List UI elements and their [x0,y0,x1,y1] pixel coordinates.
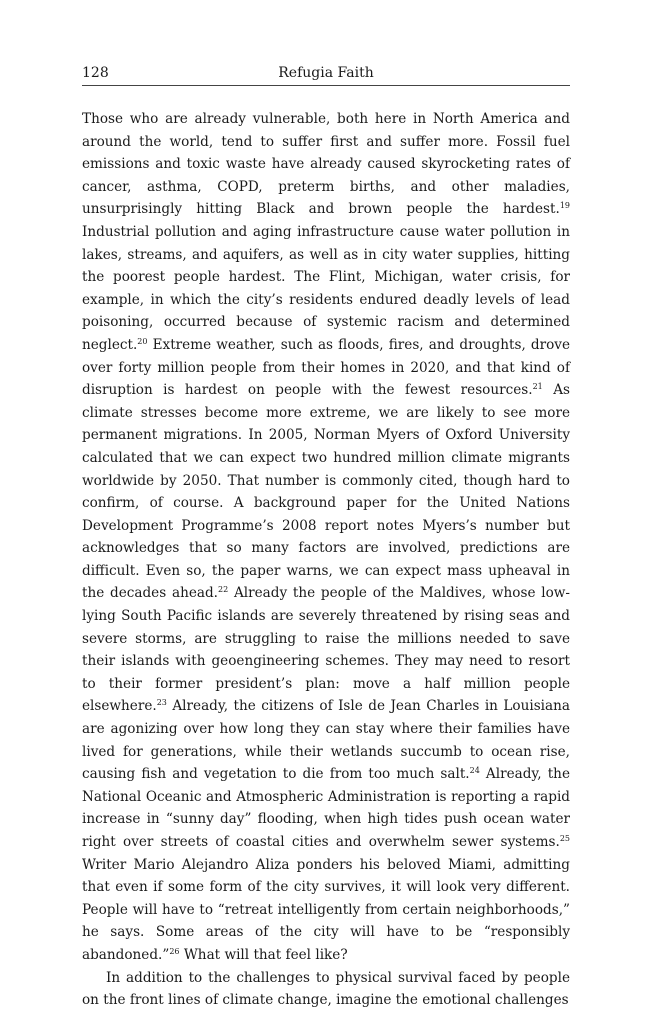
footnote-marker[interactable]: 22 [218,585,229,595]
footnote-marker[interactable]: 20 [137,336,148,346]
paragraph-1 [82,108,570,967]
text-run: Already, the National Oceanic and Atmospheric Administration is reporting a rapid increase in “sunny day” flooding, when high tides push ocean water right over streets of coastal cities and overwhelm sewer systems. [82,766,570,850]
text-run: Already the people of the Maldives, whose low-lying South Pacific islands are severely threatened by rising seas and severe storms, are struggling to raise the millions needed to save their islands with geoengineering schemes. They may need to resort to their former president’s plan: move a half million people elsewhere. [82,585,571,715]
footnote-marker[interactable]: 21 [532,382,543,392]
paragraph-2 [82,967,570,1012]
text-run: Already, the citizens of Isle de Jean Charles in Louisiana are agonizing over how long they can stay where their families have lived for generations, while their wetlands succumb to ocean rise, causing fish and vegetation to die from too much salt. [82,698,570,783]
footnote-marker[interactable]: 26 [169,946,180,956]
footnote-marker[interactable]: 23 [156,698,167,708]
footnote-marker[interactable]: 19 [559,201,570,211]
page-number: 128 [82,65,109,81]
running-head: Refugia Faith [278,65,374,81]
text-run: Writer Mario Alejandro Aliza ponders his beloved Miami, admitting that even if some form of the city survives, it will look very different. People will have to “retreat intelligently from certain neighborhoods,” he says. Some areas of the city will have to be “responsibly abandoned.” [82,856,570,963]
text-run: As climate stresses become more extreme, we are likely to see more permanent migrations. In 2005, Norman Myers of Oxford University calculated that we can expect two hundred million climate migrants worldwide by 2050. That number is commonly cited, though hard to confirm, of course. A background paper for the United Nations Development Programme’s 2008 report notes Myers’s number but acknowledges that so many factors are involved, predictions are difficult. Even so, the paper warns, we can expect mass upheaval in the decades ahead. [82,382,570,602]
footnote-marker[interactable]: 24 [469,766,480,776]
header-rule [82,85,570,86]
body-text [82,108,570,1012]
text-run: Extreme weather, such as floods, fires, and droughts, drove over forty million people from their homes in 2020, and that kind of disruption is hardest on people with the fewest resources. [82,336,570,399]
text-run: In addition to the challenges to physical survival faced by people on the front lines of climate change, imagine the emotional challenges [82,969,570,1009]
text-run: What will that feel like? [179,946,348,963]
text-run: Those who are already vulnerable, both here in North America and around the world, tend to suffer first and suffer more. Fossil fuel emissions and toxic waste have already caused skyrocketing rates of cancer, asthma, COPD, preterm births, and other maladies, unsurprisingly hitting Black and brown people the hardest. [82,111,570,218]
footnote-marker[interactable]: 25 [559,834,570,843]
page-header [82,63,570,83]
text-run: Industrial pollution and aging infrastructure cause water pollution in lakes, streams, and aquifers, as well as in city water supplies, hitting the poorest people hardest. The Flint, Michigan, water crisis, for example, in which the city’s residents endured deadly levels of lead poisoning, occurred because of systemic racism and determined neglect. [82,223,570,353]
